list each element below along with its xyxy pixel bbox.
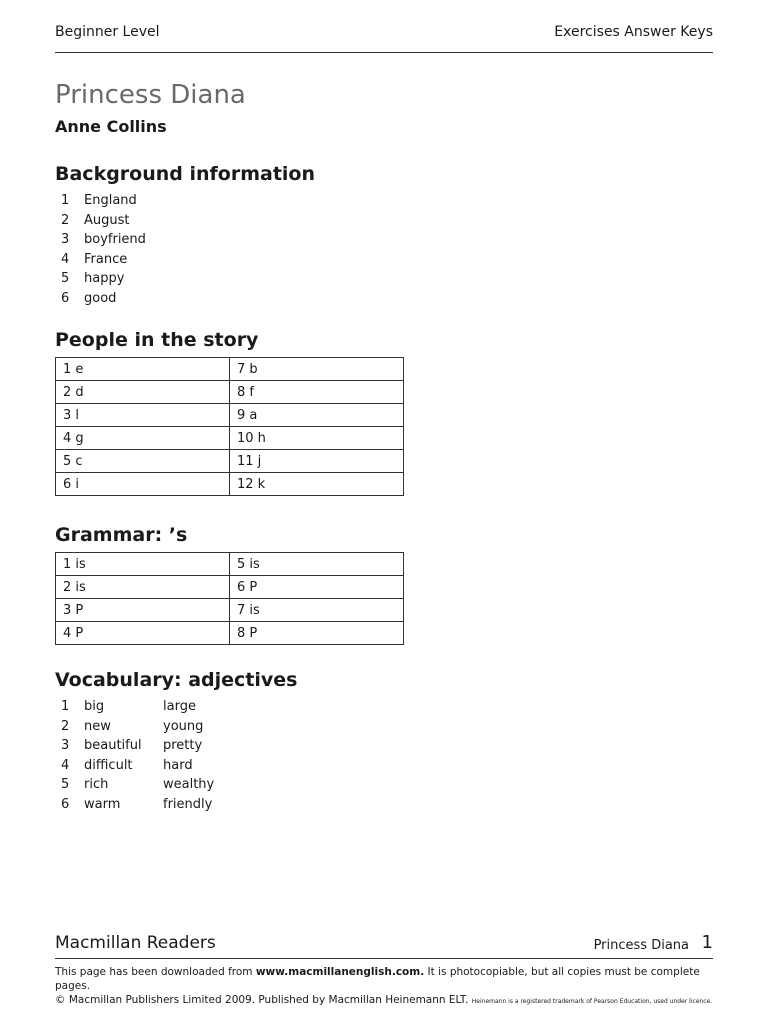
table-cell: 5 is	[230, 553, 404, 576]
item-answer: England	[84, 193, 137, 208]
vocabulary-list	[55, 697, 214, 814]
list-item	[55, 289, 163, 309]
footer-divider	[55, 958, 713, 959]
table-cell: 5 c	[56, 450, 230, 473]
author-name: Anne Collins	[55, 117, 167, 136]
table-cell: 6 P	[230, 576, 404, 599]
list-item	[55, 795, 214, 815]
item-answer: hard	[163, 757, 193, 773]
list-item	[55, 775, 214, 795]
table-row	[56, 599, 404, 622]
table-cell: 7 is	[230, 599, 404, 622]
table-cell: 6 i	[56, 473, 230, 496]
table-row	[56, 358, 404, 381]
table-cell: 4 P	[56, 622, 230, 645]
grammar-answer-table	[55, 552, 404, 645]
footer-copyright	[55, 965, 735, 1009]
table-row	[56, 404, 404, 427]
footer-brand: Macmillan Readers	[55, 933, 216, 953]
item-number: 6	[61, 796, 70, 812]
item-word: big	[84, 699, 105, 714]
item-number: 3	[61, 232, 70, 247]
page-title: Princess Diana	[55, 80, 246, 110]
people-answer-table	[55, 357, 404, 496]
list-item	[55, 717, 214, 737]
background-heading: Background information	[55, 163, 316, 185]
item-number: 4	[61, 757, 70, 773]
item-number: 4	[61, 251, 70, 267]
item-answer: France	[84, 251, 128, 267]
list-item	[55, 269, 163, 289]
item-answer: wealthy	[163, 777, 215, 792]
table-row	[56, 427, 404, 450]
table-row	[56, 473, 404, 496]
table-cell: 7 b	[230, 358, 404, 381]
table-row	[56, 622, 404, 645]
item-number: 5	[61, 777, 70, 792]
item-answer: good	[84, 290, 117, 306]
list-item	[55, 250, 163, 270]
table-cell: 1 e	[56, 358, 230, 381]
grammar-heading: Grammar: ’s	[55, 524, 188, 546]
footer-book-title: Princess Diana	[593, 938, 689, 953]
list-item	[55, 736, 214, 756]
table-cell: 4 g	[56, 427, 230, 450]
item-number: 6	[61, 290, 70, 306]
table-cell: 3 l	[56, 404, 230, 427]
table-cell: 3 P	[56, 599, 230, 622]
item-answer: pretty	[163, 738, 203, 753]
footer-download-note	[55, 965, 735, 993]
table-cell: 9 a	[230, 404, 404, 427]
item-word: rich	[84, 777, 109, 792]
table-cell: 10 h	[230, 427, 404, 450]
photocopy-text: It is photocopiable, but all copies must be complete pages.	[55, 966, 700, 992]
item-word: beautiful	[84, 738, 142, 753]
table-row	[56, 553, 404, 576]
table-row	[56, 381, 404, 404]
table-cell: 8 f	[230, 381, 404, 404]
list-item	[55, 756, 214, 776]
vocabulary-heading: Vocabulary: adjectives	[55, 669, 298, 691]
table-cell: 2 d	[56, 381, 230, 404]
page-header	[55, 24, 713, 53]
item-word: difficult	[84, 757, 133, 773]
website-link[interactable]: www.macmillanenglish.com.	[255, 966, 425, 978]
footer-publisher-note	[55, 993, 735, 1009]
item-answer: boyfriend	[84, 232, 146, 247]
item-number: 1	[61, 193, 70, 208]
item-number: 2	[61, 212, 70, 228]
item-number: 2	[61, 718, 70, 734]
item-number: 5	[61, 271, 70, 286]
list-item	[55, 230, 163, 250]
header-level: Beginner Level	[55, 24, 160, 40]
list-item	[55, 191, 163, 211]
table-cell: 1 is	[56, 553, 230, 576]
publisher-text: © Macmillan Publishers Limited 2009. Published by Macmillan Heinemann ELT.	[55, 994, 469, 1006]
table-cell: 8 P	[230, 622, 404, 645]
table-row	[56, 450, 404, 473]
item-word: new	[84, 718, 111, 734]
list-item	[55, 697, 214, 717]
table-cell: 11 j	[230, 450, 404, 473]
item-answer: happy	[84, 271, 125, 286]
item-answer: friendly	[163, 796, 213, 812]
people-heading: People in the story	[55, 329, 259, 351]
download-text: This page has been downloaded from	[55, 966, 256, 978]
list-item	[55, 211, 163, 231]
item-answer: large	[163, 699, 196, 714]
background-list	[55, 191, 163, 308]
table-cell: 2 is	[56, 576, 230, 599]
item-number: 1	[61, 699, 70, 714]
table-row	[56, 576, 404, 599]
item-number: 3	[61, 738, 70, 753]
trademark-text: Heinemann is a registered trademark of Pearson Education, used under licence.	[471, 998, 713, 1005]
item-answer: young	[163, 718, 204, 734]
page-number: 1	[701, 932, 713, 953]
item-answer: August	[84, 212, 130, 228]
item-word: warm	[84, 796, 121, 812]
table-cell: 12 k	[230, 473, 404, 496]
header-doc-type: Exercises Answer Keys	[554, 24, 713, 40]
